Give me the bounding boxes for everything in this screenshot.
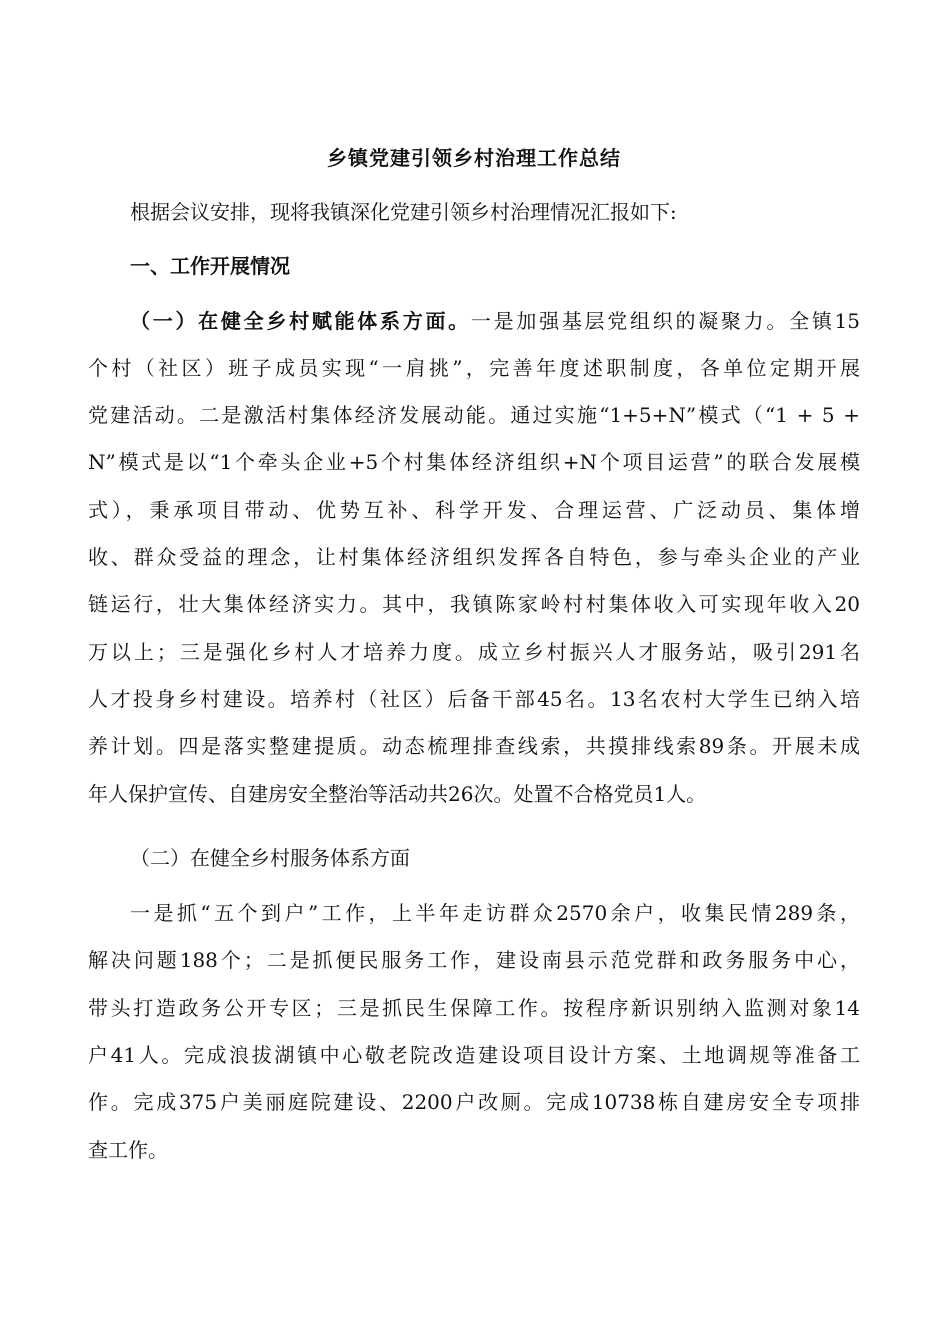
paragraph-line: 查工作。 [88,1138,168,1162]
paragraph-line: 户41人。完成浪拔湖镇中心敬老院改造建设项目设计方案、土地调规等准备工 [88,1043,860,1067]
paragraph-line: N”模式是以“1个牵头企业+5个村集体经济组织+N个项目运营”的联合发展模 [88,450,860,474]
section-1-heading: 一、工作开展情况 [130,254,290,278]
paragraph-line: 链运行，壮大集体经济实力。其中，我镇陈家岭村村集体收入可实现年收入20 [88,592,860,616]
paragraph-line: 一是加强基层党组织的凝聚力。全镇15 [470,309,861,333]
paragraph-line: 个村（社区）班子成员实现“一肩挑”，完善年度述职制度，各单位定期开展 [88,356,860,380]
paragraph-line: 人才投身乡村建设。培养村（社区）后备干部45名。13名农村大学生已纳入培 [88,687,860,711]
sub-2-heading: （二）在健全乡村服务体系方面 [130,846,410,870]
paragraph-line: 万以上；三是强化乡村人才培养力度。成立乡村振兴人才服务站，吸引291名 [88,640,860,664]
paragraph-line: 收、群众受益的理念，让村集体经济组织发挥各自特色，参与牵头企业的产业 [88,545,860,569]
sub-1-first-line [88,305,860,337]
paragraph-line: 式），秉承项目带动、优势互补、科学开发、合理运营、广泛动员、集体增 [88,498,860,522]
paragraph-line: 一是抓“五个到户”工作，上半年走访群众2570余户，收集民情289条， [130,901,860,925]
paragraph-line: 年人保护宣传、自建房安全整治等活动共26次。处置不合格党员1人。 [88,782,707,806]
document-page [88,0,860,1344]
paragraph-line: 党建活动。二是激活村集体经济发展动能。通过实施“1+5+N”模式（“1 + 5 + [88,403,860,427]
intro-paragraph: 根据会议安排，现将我镇深化党建引领乡村治理情况汇报如下: [130,200,677,224]
paragraph-line: 解决问题188个；二是抓便民服务工作，建设南县示范党群和政务服务中心， [88,948,860,972]
paragraph-line: 养计划。四是落实整建提质。动态梳理排查线索，共摸排线索89条。开展未成 [88,734,860,758]
document-title: 乡镇党建引领乡村治理工作总结 [327,146,621,170]
paragraph-line: 带头打造政务公开专区；三是抓民生保障工作。按程序新识别纳入监测对象14 [88,996,860,1020]
paragraph-line: 作。完成375户美丽庭院建设、2200户改厕。完成10738栋自建房安全专项排 [88,1090,860,1114]
sub-1-heading: （一）在健全乡村赋能体系方面。 [130,309,471,333]
